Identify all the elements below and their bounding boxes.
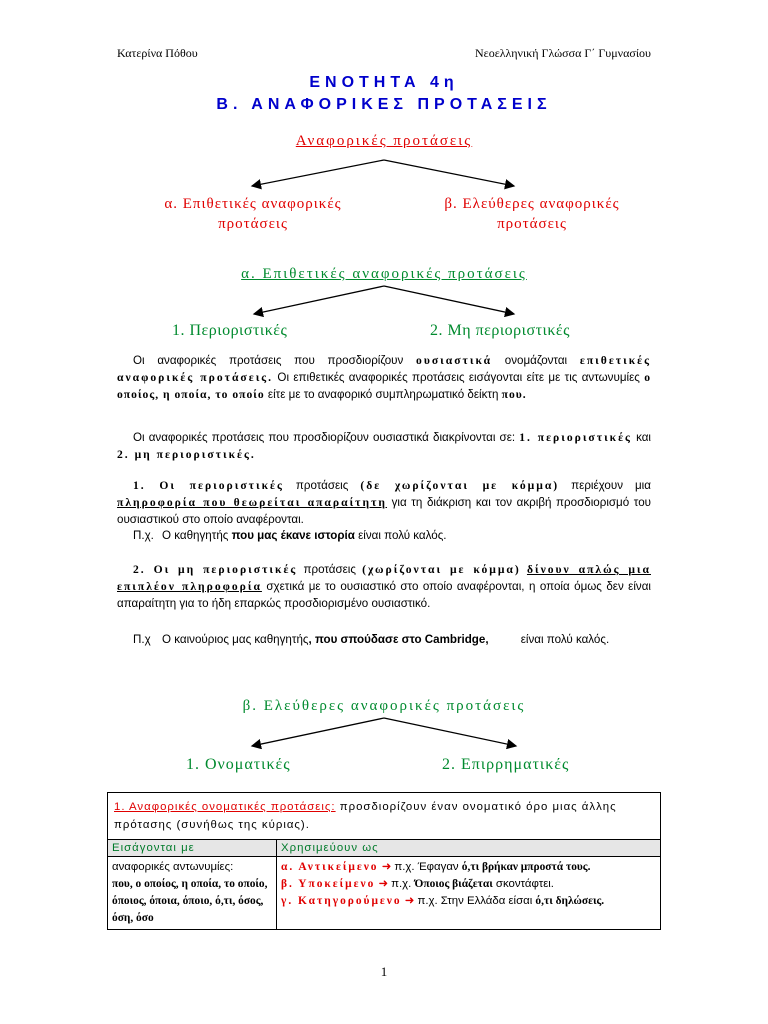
p4-bold: (χωρίζονται με κόμμα) <box>362 563 521 576</box>
p2-bold: 2. μη περιοριστικές. <box>117 448 256 461</box>
table-intro-text: προσδιορίζουν έναν ονοματικό όρο μιας άλλης πρότασης (συνήθως της κύριας). <box>114 801 617 831</box>
function-text: π.χ. <box>387 878 415 890</box>
tree1-root: Αναφορικές προτάσεις <box>295 133 473 149</box>
paragraph-restrictive <box>117 477 651 528</box>
paragraph-definition <box>117 352 651 403</box>
p1-text: είτε με το αναφορικό συμπληρωματικό δείκτη <box>264 388 502 401</box>
function-object <box>281 859 656 876</box>
example-nonrestrictive <box>133 631 653 648</box>
table-intro-title: 1. Αναφορικές ονοματικές προτάσεις: <box>114 801 336 813</box>
example-label: Π.χ <box>133 633 151 646</box>
p4-underlined: δίνουν απλώς μια επιπλέον πληροφορία <box>117 563 651 593</box>
p3-text: περιέχουν μια <box>559 479 651 492</box>
cell-pronouns-list: που, ο οποίος, η οποία, το οποίο, όποιος, όποια, όποιο, ό,τι, όσος, όση, όσο <box>112 878 268 924</box>
nominal-clauses-table <box>107 792 661 930</box>
example-text: είναι πολύ καλός. <box>517 633 610 646</box>
p3-bold: (δε χωρίζονται με κόμμα) <box>360 479 560 492</box>
p4-text: σχετικά με το ουσιαστικό στο οποίο αναφέρονται, η οποία όμως δεν είναι απαραίτητη για το ήδη επαρκώς προσδιορισμένο ουσιαστικό. <box>117 580 651 610</box>
function-bold: Όποιος βιάζεται <box>414 878 493 890</box>
tree1-left-line1: α. Επιθετικές αναφορικές <box>164 196 342 212</box>
example-restrictive <box>133 529 447 542</box>
unit-title: ΕΝΟΤΗΤΑ 4η <box>309 74 459 91</box>
p2-text: και <box>631 431 652 444</box>
function-text: π.χ. Έφαγαν <box>391 861 462 873</box>
function-bold: ό,τι δηλώσεις. <box>535 895 605 907</box>
p1-text: Οι αναφορικές προτάσεις που προσδιορίζουν <box>133 354 417 367</box>
tree2-arrow-left <box>254 286 384 314</box>
function-label: γ. Κατηγορούμενο <box>281 895 402 907</box>
example-text: Ο καινούριος μας καθηγητής <box>162 633 309 646</box>
p1-bold: που. <box>501 388 527 401</box>
function-label: β. Υποκείμενο <box>281 878 376 890</box>
example-label: Π.χ. <box>133 529 154 542</box>
p1-text: ονομάζονται <box>492 354 580 367</box>
function-predicate <box>281 893 656 910</box>
tree1-right-node <box>394 194 670 234</box>
paragraph-classification <box>117 429 651 463</box>
p2-text: Οι αναφορικές προτάσεις που προσδιορίζουν ουσιαστικά διακρίνονται σε: <box>133 431 520 444</box>
function-bold: ό,τι βρήκαν μπροστά τους. <box>461 861 591 873</box>
tree1-arrow-right <box>384 160 514 186</box>
function-text: σκοντάφτει. <box>492 878 554 890</box>
header-author: Κατερίνα Πόθου <box>117 46 198 60</box>
example-text: είναι πολύ καλός. <box>354 529 447 542</box>
cell-introduced-by <box>108 857 277 930</box>
tree2-arrow-right <box>384 286 514 314</box>
p2-bold: 1. περιοριστικές <box>519 431 632 444</box>
arrow-icon: ➜ <box>404 895 415 907</box>
p3-text: προτάσεις <box>283 479 361 492</box>
example-text: Ο καθηγητής <box>162 529 232 542</box>
p1-bold: ουσιαστικά <box>416 354 493 367</box>
tree1-right-line2: προτάσεις <box>497 216 567 232</box>
page-number: 1 <box>380 964 388 979</box>
p1-bold: επιθετικές αναφορικές προτάσεις. <box>117 354 651 384</box>
p3-text: για τη διάκριση και τον ακριβή προσδιορισμό του ουσιαστικού στο οποίο αναφέρονται. <box>117 496 651 526</box>
section-title: Β. ΑΝΑΦΟΡΙΚΕΣ ΠΡΟΤΑΣΕΙΣ <box>216 96 552 113</box>
tree2-right-node: 2. Μη περιοριστικές <box>430 322 570 339</box>
tree1-arrow-left <box>252 160 384 186</box>
tree2-root: α. Επιθετικές αναφορικές προτάσεις <box>241 266 527 282</box>
tree1-left-node <box>118 194 388 234</box>
p3-bold: 1. Οι περιοριστικές <box>133 479 284 492</box>
tree3-arrow-right <box>384 718 516 746</box>
example-bold: που μας έκανε ιστορία <box>231 529 355 542</box>
tree3-right-node: 2. Επιρρηματικές <box>442 756 570 773</box>
tree3-arrow-left <box>252 718 384 746</box>
function-subject <box>281 876 656 893</box>
paragraph-nonrestrictive <box>117 561 651 612</box>
function-label: α. Αντικείμενο <box>281 861 379 873</box>
example-bold: , που σπούδασε στο Cambridge, <box>308 633 489 646</box>
p4-bold: 2. Οι μη περιοριστικές <box>133 563 298 576</box>
p1-bold: ο οποίος, η οποία, το οποίο <box>117 371 651 401</box>
tree2-left-node: 1. Περιοριστικές <box>172 322 288 339</box>
arrow-icon: ➜ <box>378 878 388 890</box>
p1-text: Οι επιθετικές αναφορικές προτάσεις εισάγονται είτε με τις αντωνυμίες <box>273 371 645 384</box>
p3-underlined: πληροφορία που θεωρείται απαραίτητη <box>117 496 388 509</box>
function-text: π.χ. Στην Ελλάδα είσαι <box>414 895 536 907</box>
arrow-icon: ➜ <box>381 861 392 873</box>
cell-functions-as <box>277 857 661 930</box>
tree3-root: β. Ελεύθερες αναφορικές προτάσεις <box>242 698 526 714</box>
tree1-right-line1: β. Ελεύθερες αναφορικές <box>444 196 620 212</box>
col-header-introduced-by: Εισάγονται με <box>108 840 277 857</box>
tree3-left-node: 1. Ονοματικές <box>186 756 291 773</box>
p4-text: προτάσεις <box>297 563 363 576</box>
table-intro-cell <box>108 793 661 840</box>
col-header-functions-as: Χρησιμεύουν ως <box>277 840 661 857</box>
header-subject: Νεοελληνική Γλώσσα Γ΄ Γυμνασίου <box>474 46 651 60</box>
cell-pronouns-label: αναφορικές αντωνυμίες: <box>112 861 234 873</box>
tree1-left-line2: προτάσεις <box>218 216 288 232</box>
